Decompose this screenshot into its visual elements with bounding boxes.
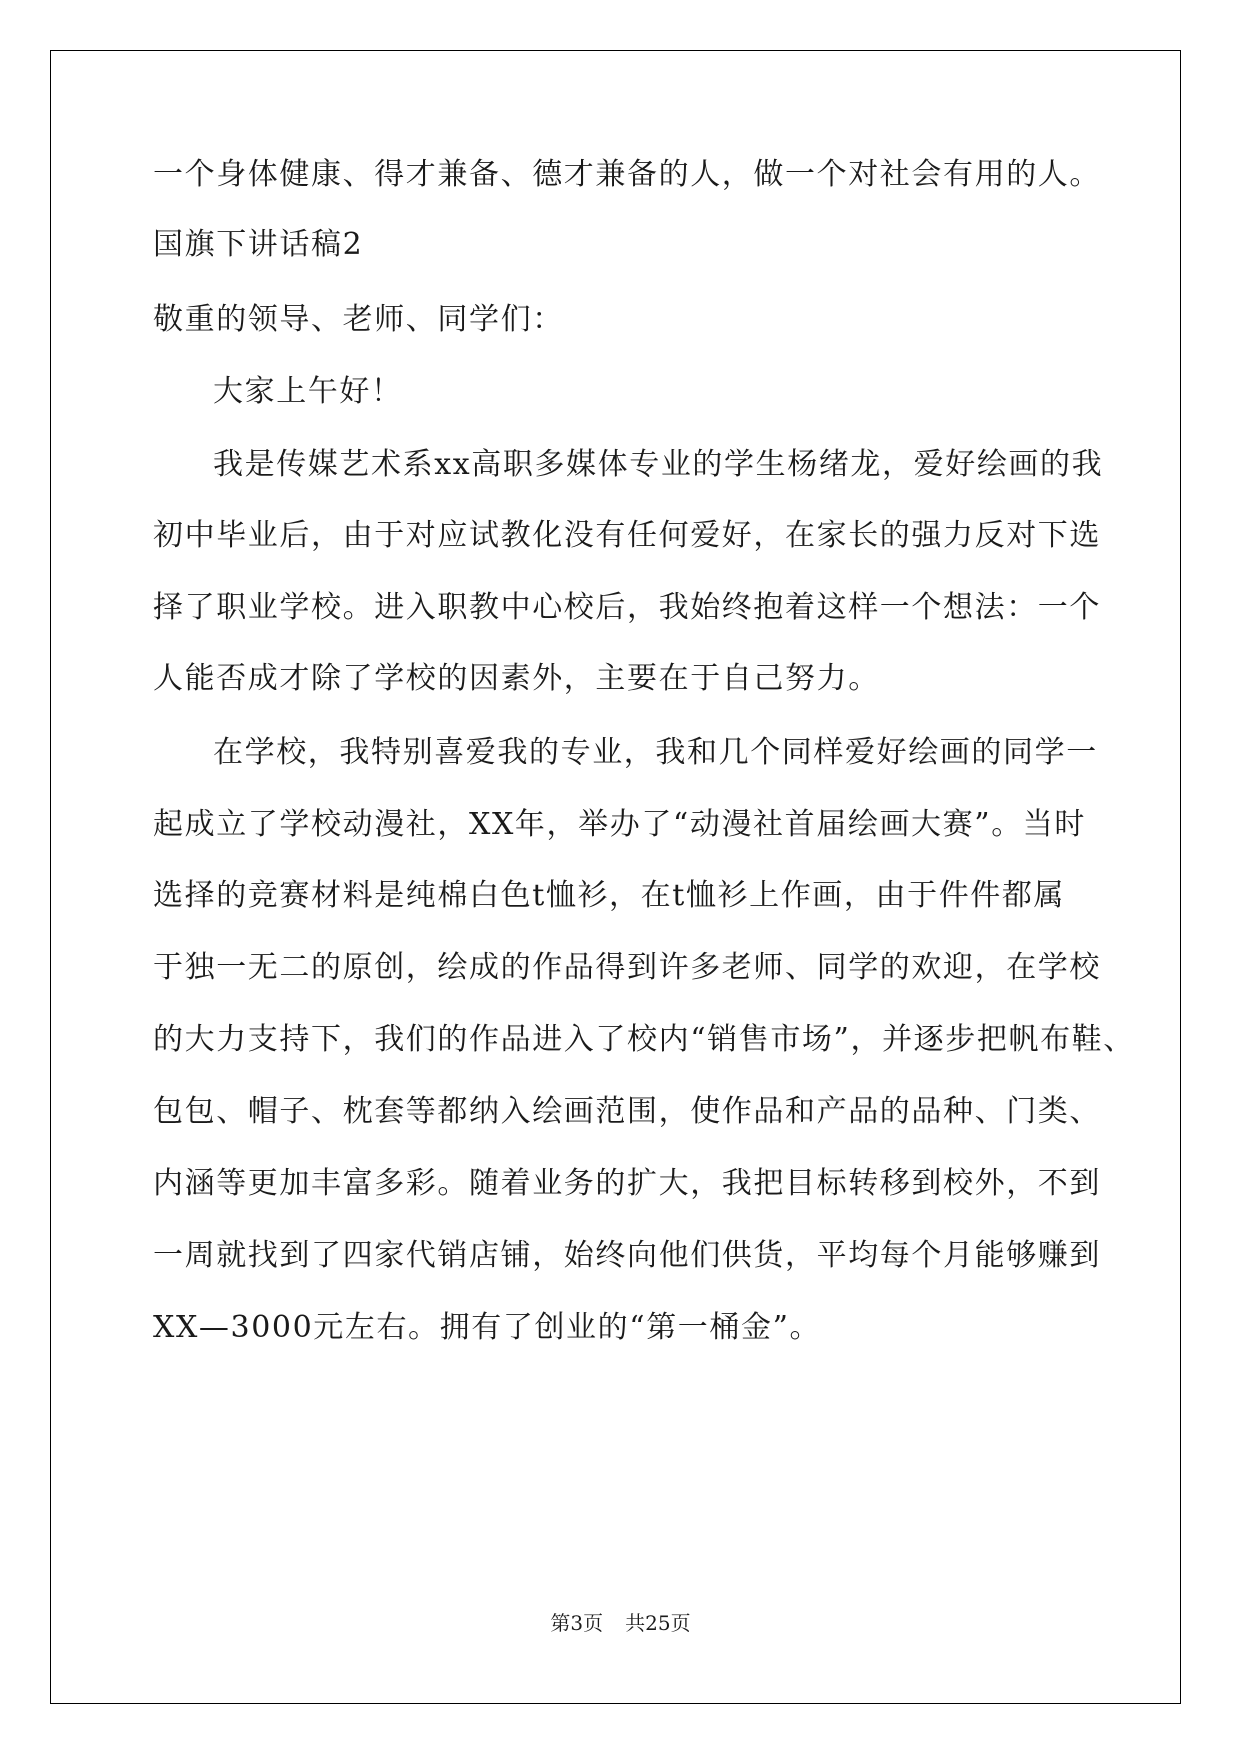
page-number: 第3页 — [550, 1611, 604, 1635]
greeting: 大家上午好！ — [213, 374, 403, 409]
text-line-11: 选择的竞赛材料是纯棉白色t恤衫，在t恤衫上作画，由于件件都属 — [153, 878, 1066, 913]
text-line-16: 一周就找到了四家代销店铺，始终向他们供货，平均每个月能够赚到 — [153, 1238, 1101, 1273]
text-line-1: 一个身体健康、得才兼备、德才兼备的人，做一个对社会有用的人。 — [153, 157, 1101, 192]
text-line-10: 起成立了学校动漫社，XX年，举办了“动漫社首届绘画大赛”。当时 — [153, 807, 1086, 842]
text-line-12: 于独一无二的原创，绘成的作品得到许多老师、同学的欢迎，在学校 — [153, 950, 1101, 985]
section-heading: 国旗下讲话稿2 — [153, 227, 364, 262]
page-total: 共25页 — [625, 1611, 691, 1635]
text-line-17: XX—3000元左右。拥有了创业的“第一桶金”。 — [153, 1310, 822, 1345]
text-line-13: 的大力支持下，我们的作品进入了校内“销售市场”，并逐步把帆布鞋、 — [153, 1022, 1135, 1057]
text-line-15: 内涵等更加丰富多彩。随着业务的扩大，我把目标转移到校外，不到 — [153, 1166, 1101, 1201]
text-line-9: 在学校，我特别喜爱我的专业，我和几个同样爱好绘画的同学一 — [213, 735, 1098, 770]
text-line-14: 包包、帽子、枕套等都纳入绘画范围，使作品和产品的品种、门类、 — [153, 1094, 1101, 1129]
page-footer — [0, 1611, 1241, 1635]
text-line-5: 我是传媒艺术系xx高职多媒体专业的学生杨绪龙，爱好绘画的我 — [213, 447, 1104, 482]
text-line-7: 择了职业学校。进入职教中心校后，我始终抱着这样一个想法：一个 — [153, 590, 1101, 625]
text-line-6: 初中毕业后，由于对应试教化没有任何爱好，在家长的强力反对下选 — [153, 518, 1101, 553]
text-line-8: 人能否成才除了学校的因素外，主要在于自己努力。 — [153, 661, 880, 696]
salutation: 敬重的领导、老师、同学们： — [153, 302, 564, 337]
